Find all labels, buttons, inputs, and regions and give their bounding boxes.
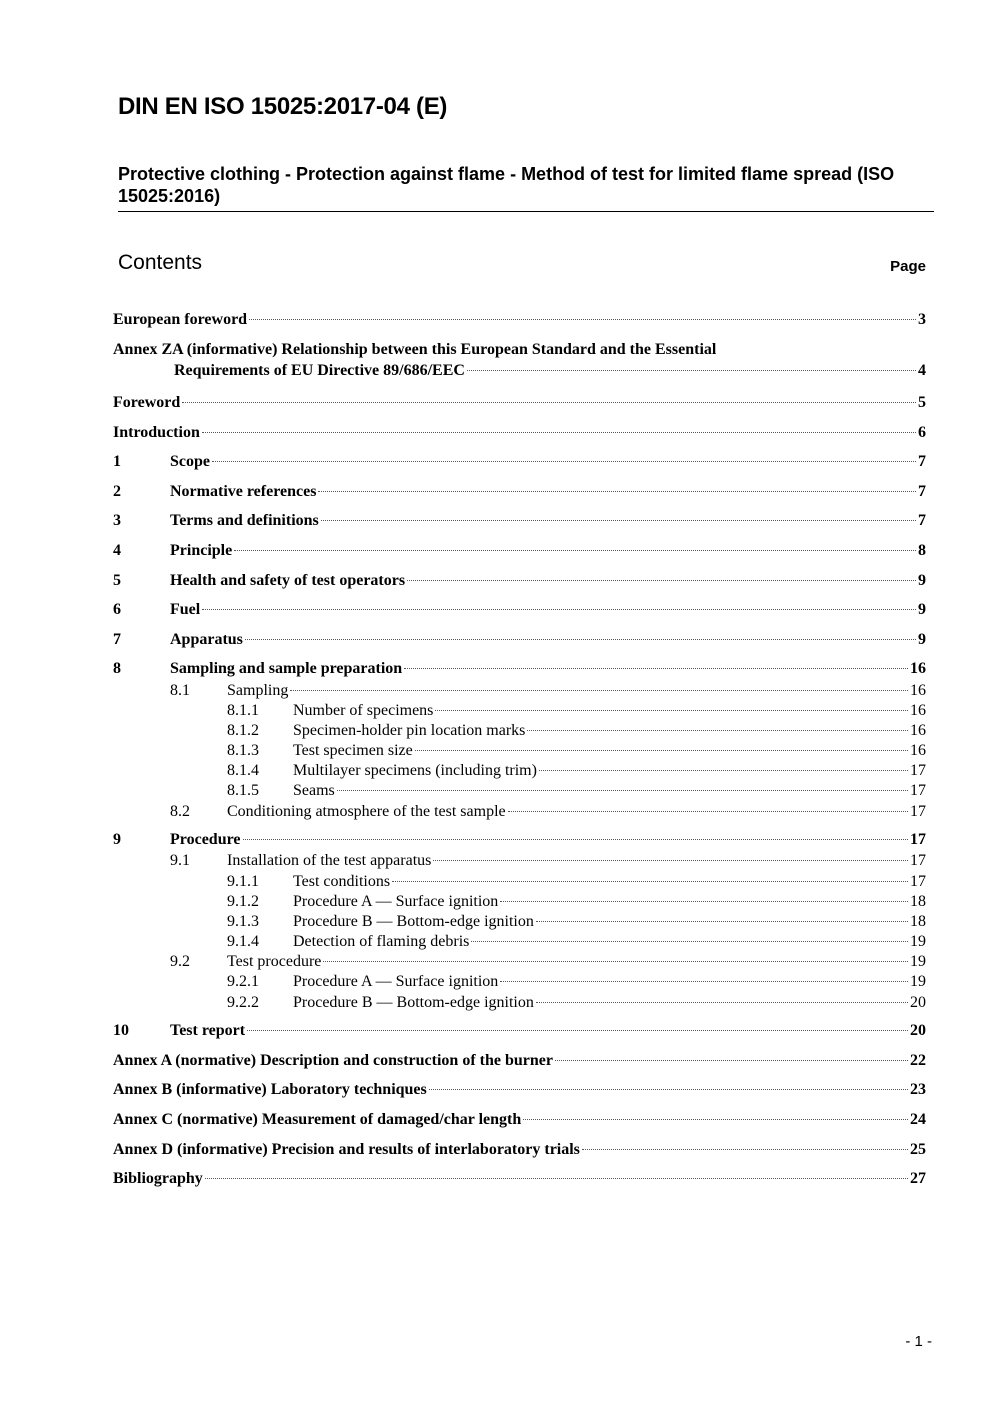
toc-entry-number: 9.1.2 (227, 893, 259, 910)
toc-entry-page: 16 (910, 722, 926, 739)
document-subtitle: Protective clothing - Protection against flame - Method of test for limited flame spread (ISO 15025:2016) (118, 164, 895, 206)
dot-leader (392, 881, 908, 882)
toc-entry-8-1-sampling[interactable] (113, 682, 926, 702)
toc-entry-annex-c[interactable] (113, 1111, 926, 1133)
title-divider (118, 211, 934, 212)
toc-entry-title: Procedure A — Surface ignition (293, 893, 499, 910)
dot-leader (508, 811, 908, 812)
toc-entry-title: Annex C (normative) Measurement of damaged/char length (113, 1111, 522, 1128)
toc-entry-title: Sampling (227, 682, 289, 699)
toc-entry-apparatus[interactable] (113, 631, 926, 653)
toc-entry-number: 8.1.3 (227, 742, 259, 759)
toc-entry-number: 9.2.2 (227, 994, 259, 1011)
dot-leader (527, 730, 908, 731)
toc-entry-title: Scope (170, 453, 210, 470)
toc-entry-page: 7 (918, 453, 926, 470)
toc-entry-page: 18 (910, 893, 926, 910)
toc-entry-page: 9 (918, 631, 926, 648)
toc-entry-page: 16 (910, 702, 926, 719)
dot-leader (205, 1178, 908, 1179)
dot-leader (536, 1002, 908, 1003)
toc-entry-number: 9.2.1 (227, 973, 259, 990)
toc-entry-title: Procedure (170, 831, 241, 848)
toc-entry-title: Test specimen size (293, 742, 413, 759)
toc-entry-page: 3 (918, 311, 926, 328)
toc-entry-title: Apparatus (170, 631, 243, 648)
toc-entry-page: 23 (910, 1081, 926, 1098)
toc-entry-title: Conditioning atmosphere of the test sample (227, 803, 506, 820)
toc-entry-9-1[interactable] (113, 852, 926, 872)
toc-entry-number: 9.1.1 (227, 873, 259, 890)
toc-entry-page: 20 (910, 994, 926, 1011)
dot-leader (536, 921, 908, 922)
dot-leader (500, 981, 908, 982)
toc-entry-title: Foreword (113, 394, 181, 411)
toc-entry-title: Procedure A — Surface ignition (293, 973, 499, 990)
toc-entry-title: Sampling and sample preparation (170, 660, 403, 677)
toc-entry-number: 4 (113, 542, 121, 559)
toc-entry-page: 8 (918, 542, 926, 559)
toc-entry-sampling-and-preparation[interactable] (113, 660, 926, 682)
toc-entry-title: Number of specimens (293, 702, 434, 719)
toc-entry-page: 17 (910, 782, 926, 799)
toc-entry-page: 16 (910, 682, 926, 699)
toc-entry-annex-za[interactable] (113, 341, 926, 363)
toc-entry-procedure[interactable] (113, 831, 926, 853)
toc-entry-number: 7 (113, 631, 121, 648)
dot-leader (415, 750, 908, 751)
toc-entry-bibliography[interactable] (113, 1170, 926, 1192)
dot-leader (290, 690, 908, 691)
dot-leader (404, 668, 908, 669)
contents-heading: Contents (118, 251, 203, 274)
toc-entry-9-2[interactable] (113, 953, 926, 973)
toc-entry-page: 9 (918, 572, 926, 589)
toc-entry-number: 3 (113, 512, 121, 529)
page-number: - 1 - (905, 1333, 932, 1350)
toc-entry-page: 16 (910, 660, 926, 677)
toc-entry-scope[interactable] (113, 453, 926, 475)
toc-entry-title: Specimen-holder pin location marks (293, 722, 526, 739)
dot-leader (500, 901, 908, 902)
toc-entry-principle[interactable] (113, 542, 926, 564)
toc-entry-page: 17 (910, 762, 926, 779)
document-title: DIN EN ISO 15025:2017-04 (E) (118, 93, 448, 120)
toc-entry-title: Procedure B — Bottom-edge ignition (293, 994, 534, 1011)
toc-entry-test-report[interactable] (113, 1022, 926, 1044)
toc-entry-title: Test conditions (293, 873, 391, 890)
toc-entry-title: Seams (293, 782, 335, 799)
toc-entry-title: Annex B (informative) Laboratory techniques (113, 1081, 427, 1098)
toc-entry-number: 1 (113, 453, 121, 470)
toc-entry-8-1-4[interactable] (113, 762, 926, 782)
page-column-label: Page (890, 258, 926, 275)
dot-leader (323, 961, 908, 962)
toc-entry-title: Procedure B — Bottom-edge ignition (293, 913, 534, 930)
toc-entry-annex-b[interactable] (113, 1081, 926, 1103)
toc-entry-page: 17 (910, 873, 926, 890)
toc-entry-annex-a[interactable] (113, 1052, 926, 1074)
toc-entry-page: 19 (910, 933, 926, 950)
toc-entry-title: Terms and definitions (170, 512, 319, 529)
toc-entry-9-1-2[interactable] (113, 893, 926, 913)
toc-entry-page: 17 (910, 831, 926, 848)
toc-entry-8-2[interactable] (113, 803, 926, 823)
toc-entry-9-1-1[interactable] (113, 873, 926, 893)
toc-entry-title: European foreword (113, 311, 248, 328)
toc-entry-title: Test report (170, 1022, 246, 1039)
dot-leader (321, 520, 916, 521)
dot-leader (212, 461, 916, 462)
toc-entry-number: 8.1.4 (227, 762, 259, 779)
toc-entry-title: Normative references (170, 483, 317, 500)
toc-entry-page: 22 (910, 1052, 926, 1069)
toc-entry-foreword[interactable] (113, 394, 926, 416)
toc-entry-page: 19 (910, 953, 926, 970)
toc-entry-8-1-5[interactable] (113, 782, 926, 802)
toc-entry-number: 9.1.4 (227, 933, 259, 950)
dot-leader (234, 550, 916, 551)
toc-entry-number: 2 (113, 483, 121, 500)
toc-entry-annex-d[interactable] (113, 1141, 926, 1163)
toc-entry-page: 16 (910, 742, 926, 759)
toc-entry-title: Bibliography (113, 1170, 203, 1187)
toc-entry-title: Test procedure (227, 953, 322, 970)
toc-entry-number: 8.1.5 (227, 782, 259, 799)
toc-entry-normative-references[interactable] (113, 483, 926, 505)
toc-entry-number: 8.1 (170, 682, 190, 699)
toc-entry-annex-za-continued[interactable] (113, 362, 926, 384)
dot-leader (245, 639, 916, 640)
dot-leader (337, 790, 908, 791)
toc-entry-page: 18 (910, 913, 926, 930)
dot-leader (243, 839, 909, 840)
toc-entry-health-and-safety[interactable] (113, 572, 926, 594)
dot-leader (202, 432, 916, 433)
toc-entry-page: 6 (918, 424, 926, 441)
toc-entry-page: 24 (910, 1111, 926, 1128)
toc-entry-title: Annex ZA (informative) Relationship between this European Standard and the Essential (113, 341, 717, 358)
dot-leader (555, 1060, 908, 1061)
toc-entry-page: 17 (910, 852, 926, 869)
toc-entry-number: 10 (113, 1022, 129, 1039)
toc-entry-8-1-2[interactable] (113, 722, 926, 742)
toc-entry-number: 8.1.1 (227, 702, 259, 719)
toc-entry-page: 25 (910, 1141, 926, 1158)
toc-entry-8-1-1[interactable] (113, 702, 926, 722)
toc-entry-page: 17 (910, 803, 926, 820)
toc-entry-9-2-1[interactable] (113, 973, 926, 993)
dot-leader (202, 609, 916, 610)
toc-entry-page: 4 (918, 362, 926, 379)
toc-entry-number: 9 (113, 831, 121, 848)
toc-entry-title: Introduction (113, 424, 200, 441)
toc-entry-page: 9 (918, 601, 926, 618)
toc-entry-title: Installation of the test apparatus (227, 852, 432, 869)
toc-entry-number: 8.2 (170, 803, 190, 820)
toc-entry-european-foreword[interactable] (113, 311, 926, 333)
toc-entry-9-2-2[interactable] (113, 994, 926, 1014)
toc-entry-number: 8.1.2 (227, 722, 259, 739)
toc-entry-9-1-3[interactable] (113, 913, 926, 933)
toc-entry-terms-and-definitions[interactable] (113, 512, 926, 534)
toc-entry-number: 5 (113, 572, 121, 589)
toc-entry-page: 20 (910, 1022, 926, 1039)
dot-leader (407, 580, 916, 581)
toc-entry-number: 9.2 (170, 953, 190, 970)
toc-entry-title: Annex A (normative) Description and construction of the burner (113, 1052, 553, 1069)
toc-entry-9-1-4[interactable] (113, 933, 926, 953)
dot-leader (523, 1119, 908, 1120)
toc-entry-title: Principle (170, 542, 233, 559)
toc-entry-page: 7 (918, 512, 926, 529)
dot-leader (247, 1030, 908, 1031)
toc-entry-title: Fuel (170, 601, 201, 618)
toc-entry-title: Health and safety of test operators (170, 572, 406, 589)
dot-leader (249, 319, 916, 320)
dot-leader (582, 1149, 908, 1150)
dot-leader (435, 710, 908, 711)
toc-entry-fuel[interactable] (113, 601, 926, 623)
dot-leader (182, 402, 916, 403)
toc-entry-8-1-3[interactable] (113, 742, 926, 762)
toc-entry-number: 9.1.3 (227, 913, 259, 930)
toc-entry-page: 27 (910, 1170, 926, 1187)
toc-entry-title: Annex D (informative) Precision and results of interlaboratory trials (113, 1141, 580, 1158)
toc-entry-title: Multilayer specimens (including trim) (293, 762, 537, 779)
toc-entry-number: 8 (113, 660, 121, 677)
toc-entry-number: 6 (113, 601, 121, 618)
dot-leader (467, 370, 916, 371)
toc-entry-page: 5 (918, 394, 926, 411)
toc-entry-page: 19 (910, 973, 926, 990)
dot-leader (433, 860, 908, 861)
dot-leader (429, 1089, 908, 1090)
toc-entry-page: 7 (918, 483, 926, 500)
toc-entry-title: Detection of flaming debris (293, 933, 470, 950)
toc-entry-title: Requirements of EU Directive 89/686/EEC (174, 362, 465, 379)
dot-leader (318, 491, 916, 492)
toc-entry-number: 9.1 (170, 852, 190, 869)
dot-leader (471, 941, 908, 942)
toc-entry-introduction[interactable] (113, 424, 926, 446)
dot-leader (539, 770, 908, 771)
